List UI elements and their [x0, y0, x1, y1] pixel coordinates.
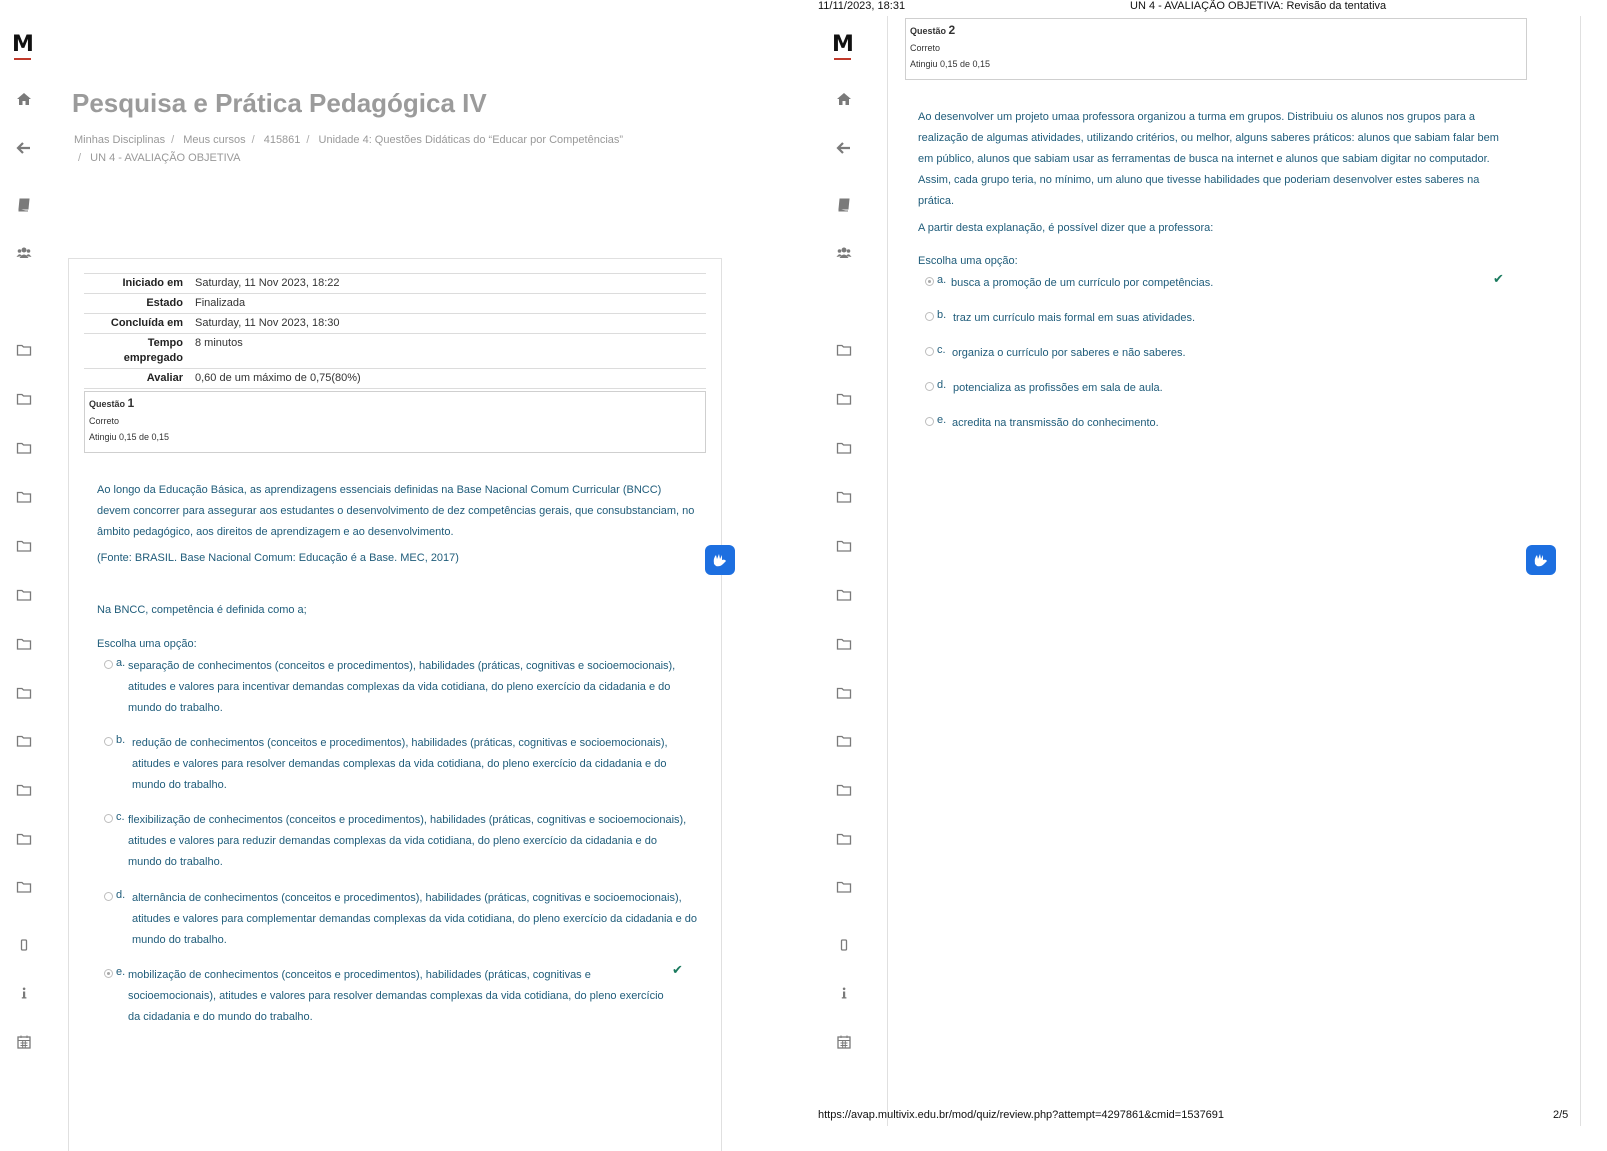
folder-icon[interactable]	[834, 878, 854, 896]
content-left-border	[887, 16, 888, 1126]
print-page-number: 2/5	[1553, 1109, 1569, 1121]
summary-row	[84, 334, 706, 369]
back-arrow-icon[interactable]	[14, 139, 34, 157]
summary-value: Finalizada	[189, 294, 706, 314]
option-text: busca a promoção de um currículo por competências.	[951, 277, 1214, 289]
question-number-value: 2	[948, 23, 956, 37]
folder-icon[interactable]	[834, 537, 854, 555]
option-letter: d.	[937, 379, 947, 391]
calendar-icon[interactable]	[834, 1033, 854, 1051]
answer-option-a[interactable]	[925, 273, 1485, 295]
breadcrumb-item[interactable]: Unidade 4: Questões Didáticas do “Educar por Competências”	[318, 134, 624, 146]
option-text: organiza o currículo por saberes e não saberes.	[952, 347, 1186, 359]
mobile-icon[interactable]	[834, 936, 854, 954]
home-icon[interactable]	[14, 90, 34, 108]
print-url[interactable]: https://avap.multivix.edu.br/mod/quiz/review.php?attempt=4297861&cmid=1537691	[818, 1109, 1225, 1121]
option-text: separação de conhecimentos (conceitos e procedimentos), habilidades (práticas, cognitivas e socioemocionais), atitudes e valores para incentivar demandas complexas da vida cotidiana, do pleno exercício da cidadania e do mundo do trabalho.	[128, 660, 676, 714]
radio-button[interactable]	[104, 660, 113, 669]
question-label: Questão	[89, 399, 126, 409]
vlibras-hands-icon[interactable]	[1526, 545, 1556, 575]
question-number	[89, 396, 701, 410]
option-text: mobilização de conhecimentos (conceitos e procedimentos), habilidades (práticas, cognitivas e socioemocionais), atitudes e valores para resolver demandas complexas da vida cotidiana, do pleno exercício da cidadania e do mundo do trabalho.	[128, 969, 664, 1023]
folder-icon[interactable]	[14, 439, 34, 457]
calendar-icon[interactable]	[14, 1033, 34, 1051]
folder-icon[interactable]	[834, 390, 854, 408]
folder-icon[interactable]	[834, 586, 854, 604]
radio-button[interactable]	[925, 347, 934, 356]
option-letter: c.	[937, 344, 946, 356]
question-number-value: 1	[127, 396, 135, 410]
summary-label: Concluída em	[84, 314, 189, 334]
option-letter: a.	[937, 274, 947, 286]
answer-option-d[interactable]	[104, 888, 704, 952]
folder-icon[interactable]	[834, 781, 854, 799]
book-icon[interactable]	[14, 196, 34, 214]
radio-button[interactable]	[104, 892, 113, 901]
answer-option-e[interactable]	[104, 965, 704, 1029]
question-status: Correto	[910, 43, 941, 53]
users-icon[interactable]	[14, 244, 34, 262]
folder-icon[interactable]	[14, 878, 34, 896]
print-page-right	[807, 0, 1607, 1151]
answer-option-b[interactable]	[925, 308, 1485, 330]
answer-option-e[interactable]	[925, 413, 1485, 435]
breadcrumb-item[interactable]: Meus cursos	[183, 134, 246, 146]
folder-icon[interactable]	[834, 732, 854, 750]
option-letter: a.	[116, 657, 126, 669]
option-letter: e.	[937, 414, 947, 426]
summary-value: 8 minutos	[189, 334, 706, 369]
logo[interactable]: M	[12, 32, 33, 57]
folder-icon[interactable]	[14, 390, 34, 408]
summary-value: Saturday, 11 Nov 2023, 18:22	[189, 274, 706, 294]
summary-row	[84, 294, 706, 314]
folder-icon[interactable]	[14, 488, 34, 506]
vlibras-hands-icon[interactable]	[705, 545, 735, 575]
back-arrow-icon[interactable]	[834, 139, 854, 157]
option-letter: c.	[116, 811, 125, 823]
question-1-prompt: Na BNCC, competência é definida como a;	[97, 604, 307, 616]
content-right-border	[1580, 16, 1581, 1126]
question-1-info	[84, 391, 706, 453]
option-letter: b.	[937, 309, 947, 321]
question-source: (Fonte: BRASIL. Base Nacional Comum: Educação é a Base. MEC, 2017)	[97, 552, 459, 564]
folder-icon[interactable]	[834, 635, 854, 653]
folder-icon[interactable]	[14, 341, 34, 359]
summary-label: Estado	[84, 294, 189, 314]
home-icon[interactable]	[834, 90, 854, 108]
correct-check-icon: ✔	[672, 962, 683, 977]
summary-value: 0,60 de um máximo de 0,75(80%)	[189, 369, 706, 389]
radio-button[interactable]	[104, 737, 113, 746]
option-letter: d.	[116, 889, 126, 901]
summary-value: Saturday, 11 Nov 2023, 18:30	[189, 314, 706, 334]
choose-label: Escolha uma opção:	[918, 255, 1018, 267]
radio-button[interactable]	[925, 312, 934, 321]
summary-row	[84, 314, 706, 334]
breadcrumb-item[interactable]: Minhas Disciplinas	[74, 134, 166, 146]
option-text: alternância de conhecimentos (conceitos e procedimentos), habilidades (práticas, cognitivas e socioemocionais), atitudes e valores para complementar demandas complexas da vida cotidiana, do pleno exercício da cidadania e do mundo do trabalho.	[132, 892, 698, 946]
question-score: Atingiu 0,15 de 0,15	[89, 432, 170, 442]
attempt-summary-table	[84, 273, 706, 389]
folder-icon[interactable]	[14, 586, 34, 604]
answer-option-c[interactable]	[104, 810, 704, 874]
radio-button[interactable]	[925, 382, 934, 391]
question-status: Correto	[89, 416, 120, 426]
summary-label: Tempo empregado	[84, 334, 189, 369]
info-icon[interactable]	[14, 984, 34, 1002]
breadcrumb-item[interactable]: UN 4 - AVALIAÇÃO OBJETIVA	[90, 152, 241, 164]
book-icon[interactable]	[834, 196, 854, 214]
summary-label: Iniciado em	[84, 274, 189, 294]
choose-label: Escolha uma opção:	[97, 638, 197, 650]
folder-icon[interactable]	[834, 341, 854, 359]
answer-option-a[interactable]	[104, 656, 704, 720]
question-2-info	[905, 18, 1527, 80]
question-2-text: Ao desenvolver um projeto umaa professora organizou a turma em grupos. Distribuiu os alunos nos grupos para a realização de algumas atividades, utilizando critérios, ou melhor, alguns saberes práticos: alunos que sabiam falar bem em público, alunos que sabiam usar as ferramentas de busca na internet e alunos que sabiam digitar no computador. Assim, cada grupo teria, no mínimo, um aluno que tivesse habilidades que poderiam desenvolver estes saberes na prática.	[918, 111, 1499, 207]
question-label: Questão	[910, 26, 947, 36]
folder-icon[interactable]	[14, 830, 34, 848]
radio-button[interactable]	[925, 417, 934, 426]
print-document-title: UN 4 - AVALIAÇÃO OBJETIVA: Revisão da tentativa	[1130, 0, 1387, 12]
answer-option-c[interactable]	[925, 343, 1485, 365]
folder-icon[interactable]	[834, 488, 854, 506]
option-text: flexibilização de conhecimentos (conceitos e procedimentos), habilidades (práticas, cognitivas e socioemocionais), atitudes e valores para reduzir demandas complexas da vida cotidiana, do pleno exercício da cidadania e do mundo do trabalho.	[128, 814, 687, 868]
option-text: redução de conhecimentos (conceitos e procedimentos), habilidades (práticas, cognitivas e socioemocionais), atitudes e valores para resolver demandas complexas da vida cotidiana, do pleno exercício da cidadania e do mundo do trabalho.	[132, 737, 668, 791]
breadcrumb-item[interactable]: 415861	[263, 134, 301, 146]
folder-icon[interactable]	[14, 684, 34, 702]
mobile-icon[interactable]	[14, 936, 34, 954]
option-letter: e.	[116, 966, 126, 978]
answer-option-d[interactable]	[925, 378, 1485, 400]
folder-icon[interactable]	[14, 732, 34, 750]
correct-check-icon: ✔	[1493, 271, 1504, 286]
radio-button[interactable]	[104, 814, 113, 823]
question-1-text	[97, 480, 697, 569]
course-title: Pesquisa e Prática Pedagógica IV	[72, 88, 487, 118]
answer-option-b[interactable]	[104, 733, 704, 797]
folder-icon[interactable]	[14, 537, 34, 555]
folder-icon[interactable]	[834, 684, 854, 702]
option-letter: b.	[116, 734, 126, 746]
users-icon[interactable]	[834, 244, 854, 262]
question-number	[910, 23, 1522, 37]
radio-button-selected[interactable]	[925, 277, 934, 286]
question-2-prompt: A partir desta explanação, é possível dizer que a professora:	[918, 222, 1214, 234]
info-icon[interactable]	[834, 984, 854, 1002]
summary-label: Avaliar	[84, 369, 189, 389]
option-text: potencializa as profissões em sala de aula.	[953, 382, 1163, 394]
folder-icon[interactable]	[834, 439, 854, 457]
folder-icon[interactable]	[14, 781, 34, 799]
option-text: acredita na transmissão do conhecimento.	[952, 417, 1159, 429]
option-text: traz um currículo mais formal em suas atividades.	[953, 312, 1196, 324]
summary-row	[84, 274, 706, 294]
print-datetime: 11/11/2023, 18:31	[818, 0, 906, 12]
question-score: Atingiu 0,15 de 0,15	[910, 59, 991, 69]
folder-icon[interactable]	[834, 830, 854, 848]
breadcrumb: Minhas Disciplinas / Meus cursos / 415861 / Unidade 4: Questões Didáticas do “Educar por Competências” / UN 4 - AVALIAÇÃO OBJETIVA	[74, 134, 624, 164]
folder-icon[interactable]	[14, 635, 34, 653]
summary-row	[84, 369, 706, 389]
logo[interactable]: M	[832, 32, 853, 57]
radio-button-selected[interactable]	[104, 969, 113, 978]
question-paragraph: Ao longo da Educação Básica, as aprendizagens essenciais definidas na Base Nacional Comum Curricular (BNCC) devem concorrer para assegurar aos estudantes o desenvolvimento de dez competências gerais, que consubstanciam, no âmbito pedagógico, aos direitos de aprendizagem e ao desenvolvimento.	[97, 484, 695, 538]
